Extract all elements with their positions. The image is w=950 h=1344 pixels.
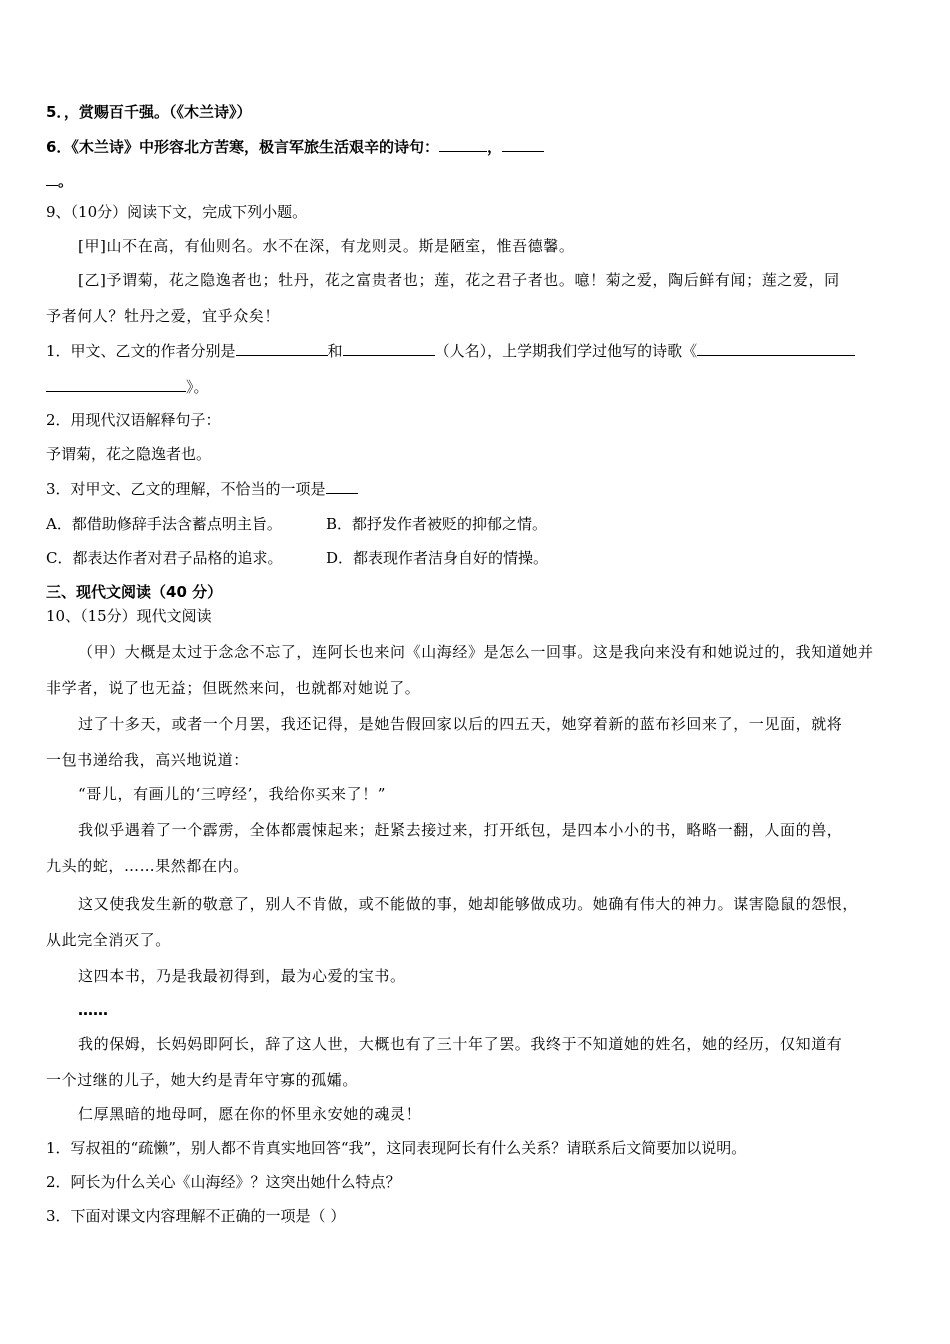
s10-p7-line-2: 一个过继的儿子，她大约是青年守寡的孤孀。: [46, 1071, 359, 1089]
section-3-heading: 三、现代文阅读（40 分）: [46, 583, 223, 601]
s9-yi-line-1: [乙]予谓菊，花之隐逸者也；牡丹，花之富贵者也；莲，花之君子者也。噫！菊之爱，陶后鲜有闻；莲之爱，同: [78, 271, 840, 289]
s9-q1-blank-4[interactable]: [46, 376, 186, 392]
s10-p8: 仁厚黑暗的地母呵，愿在你的怀里永安她的魂灵！: [78, 1105, 422, 1123]
s10-p1-line-1: （甲）大概是太过于念念不忘了，连阿长也来问《山海经》是怎么一回事。这是我向来没有和她说过的，我知道她并: [78, 643, 874, 661]
s9-yi-line-2: 予者何人？牡丹之爱，宜乎众矣！: [46, 307, 281, 325]
s9-q3-text: 3．对甲文、乙文的理解，不恰当的一项是: [46, 480, 326, 498]
q5-line: 5．，赏赐百千强。（《木兰诗》）: [46, 103, 252, 121]
s9-option-a[interactable]: A．都借助修辞手法含蓄点明主旨。: [46, 515, 282, 533]
s9-q1-line-2: [46, 376, 209, 397]
q6-line-2: [46, 170, 73, 191]
s10-p2-line-1: 过了十多天，或者一个月罢，我还记得，是她告假回家以后的四五天，她穿着新的蓝布衫回来了，一见面，就将: [78, 715, 843, 733]
s9-q1-text-b: 和: [327, 342, 343, 360]
s10-p1-line-2: 非学者，说了也无益；但既然来问，也就都对她说了。: [46, 679, 421, 697]
s10-p5-line-1: 这又使我发生新的敬意了，别人不肯做，或不能做的事，她却能够做成功。她确有伟大的神力。谋害隐鼠的怨恨，: [78, 895, 859, 913]
s9-option-d[interactable]: D．都表现作者洁身自好的情操。: [326, 549, 549, 567]
s9-q1-text-c: （人名），上学期我们学过他写的诗歌《: [434, 342, 698, 360]
s9-option-c[interactable]: C．都表达作者对君子品格的追求。: [46, 549, 283, 567]
s10-p4-line-2: 九头的蛇，……果然都在内。: [46, 857, 249, 875]
s9-q3: [46, 478, 358, 499]
q6-end: 。: [58, 172, 74, 190]
q6-text: 6．《木兰诗》中形容北方苦寒，极言军旅生活艰辛的诗句：: [46, 138, 439, 156]
s10-p5-line-2: 从此完全消灭了。: [46, 931, 171, 949]
s10-p6: 这四本书，乃是我最初得到，最为心爱的宝书。: [78, 967, 406, 985]
s10-header: 10、（15分）现代文阅读: [46, 607, 212, 625]
s9-jia: [甲]山不在高，有仙则名。水不在深，有龙则灵。斯是陋室，惟吾德馨。: [78, 237, 575, 255]
q6-comma: ，: [486, 138, 502, 156]
s9-q1-text-a: 1．甲文、乙文的作者分别是: [46, 342, 236, 360]
s9-q1-blank-1[interactable]: [236, 340, 328, 356]
s10-p7-line-1: 我的保姆，长妈妈即阿长，辞了这人世，大概也有了三十年了罢。我终于不知道她的姓名，她的经历，仅知道有: [78, 1035, 843, 1053]
s10-p3: “哥儿，有画儿的‘三哼经’，我给你买来了！”: [78, 785, 387, 803]
s9-q3-blank[interactable]: [326, 478, 358, 494]
q6-blank-3[interactable]: [46, 170, 58, 186]
s10-q2: 2．阿长为什么关心《山海经》？这突出她什么特点？: [46, 1173, 401, 1191]
s9-q2: 2．用现代汉语解释句子：: [46, 411, 221, 429]
s9-q1: [46, 340, 855, 361]
s10-p2-line-2: 一包书递给我，高兴地说道：: [46, 751, 249, 769]
s9-option-b[interactable]: B．都抒发作者被贬的抑郁之情。: [326, 515, 548, 533]
q6-blank-2[interactable]: [502, 136, 544, 152]
s10-q1: 1．写叔祖的“疏懒”，别人都不肯真实地回答“我”，这同表现阿长有什么关系？请联系后文简要加以说明。: [46, 1139, 747, 1157]
s9-q2-sentence: 予谓菊，花之隐逸者也。: [46, 445, 212, 463]
s10-q3: 3．下面对课文内容理解不正确的一项是（ ）: [46, 1207, 346, 1225]
s10-ellipsis: ……: [78, 1001, 108, 1019]
q6-blank-1[interactable]: [439, 136, 487, 152]
s9-q1-blank-3[interactable]: [697, 340, 855, 356]
s9-q1-blank-2[interactable]: [343, 340, 435, 356]
q6-line: [46, 136, 544, 157]
s9-header: 9、（10分）阅读下文，完成下列小题。: [46, 203, 308, 221]
s9-q1-text-d: 》。: [186, 378, 209, 396]
s10-p4-line-1: 我似乎遇着了一个霹雳，全体都震悚起来；赶紧去接过来，打开纸包，是四本小小的书，略略一翻，人面的兽，: [78, 821, 843, 839]
